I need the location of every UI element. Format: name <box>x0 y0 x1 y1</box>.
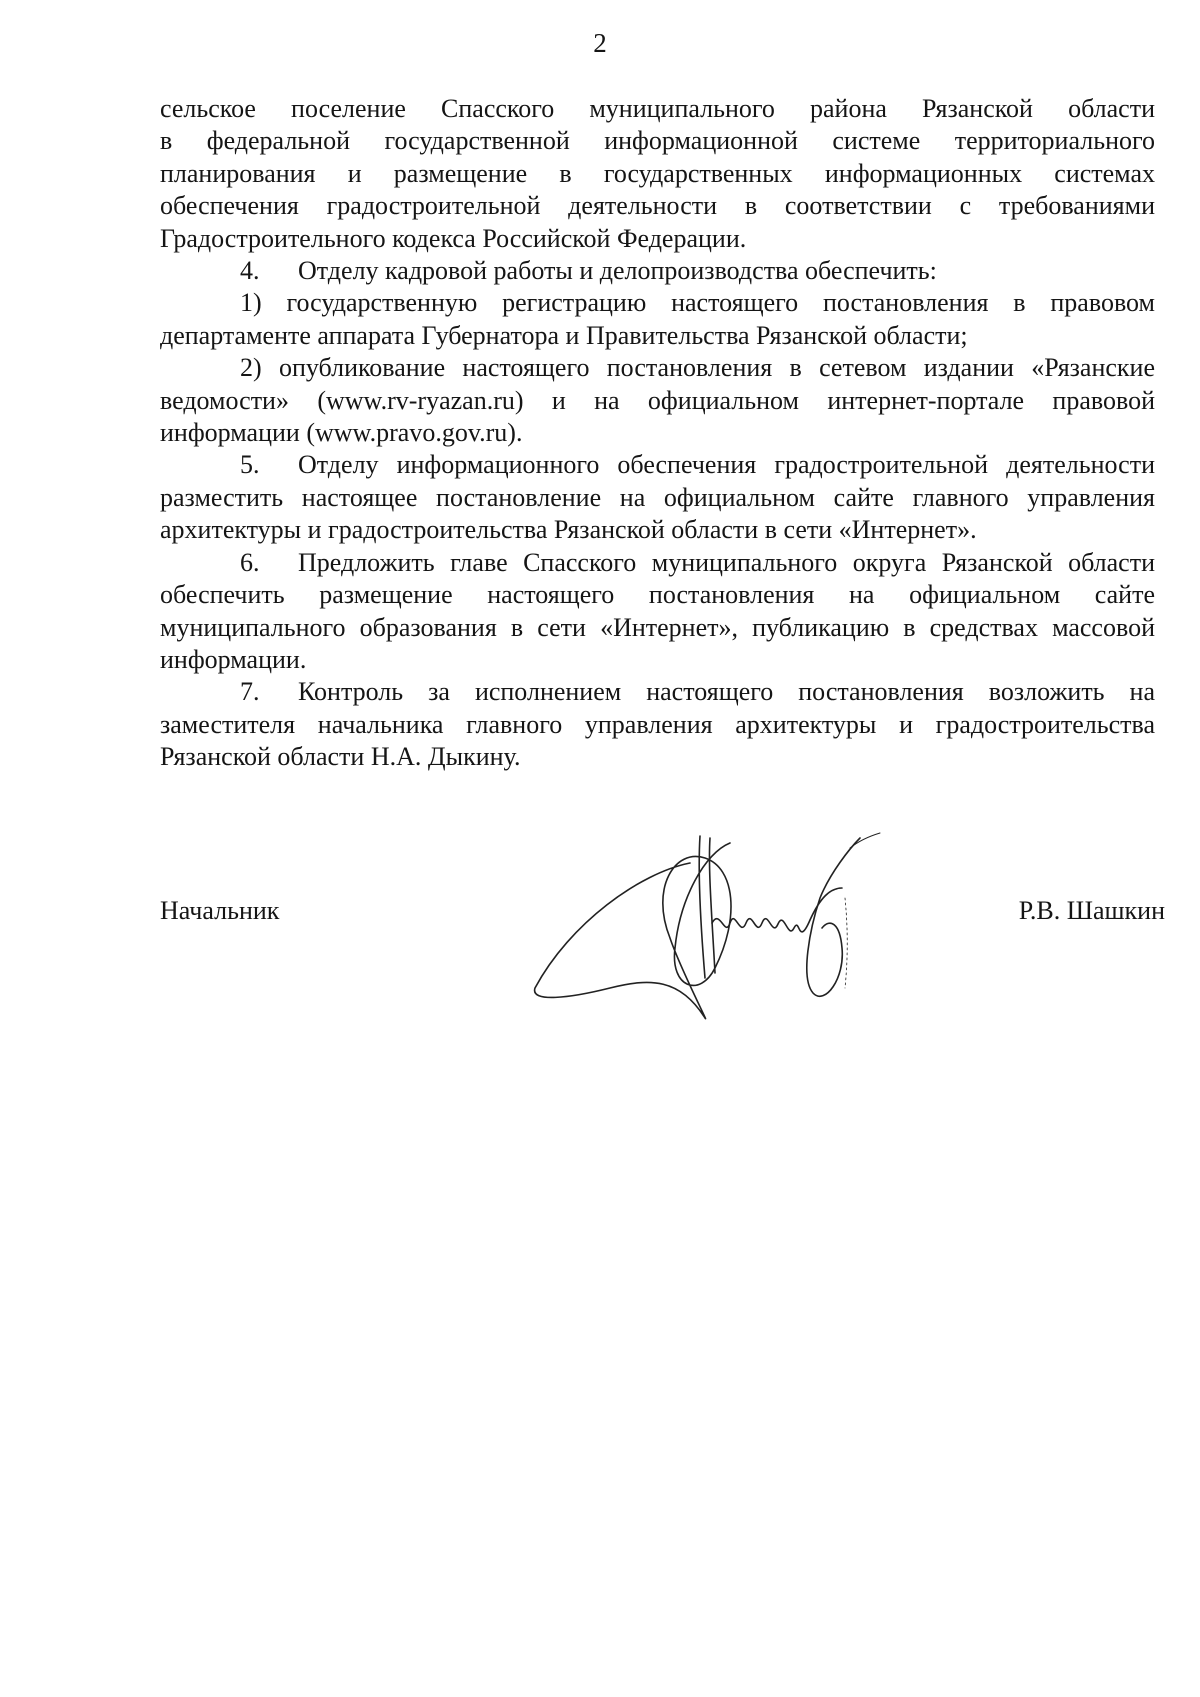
clause-text: Отделу кадровой работы и делопроизводства обеспечить: <box>298 256 937 286</box>
handwritten-signature <box>530 828 890 1028</box>
signatory-name: Р.В. Шашкин <box>1018 896 1165 925</box>
clause-5 <box>160 449 1155 546</box>
clause-number: 4. <box>240 256 260 286</box>
clause-text: Предложить главе Спасского муниципального округа Рязанской области обеспечить размещение настоящего постановления на официальном сайте муниципального образования в сети «Интернет», публикацию в средствах массовой информации. <box>160 547 1155 674</box>
clause-7 <box>160 676 1155 773</box>
clause-4 <box>160 255 1155 287</box>
clause-text: Отделу информационного обеспечения градостроительной деятельности разместить настоящее постановление на официальном сайте главного управления архитектуры и градостроительства Рязанской области в сети «Интернет». <box>160 450 1155 545</box>
document-body <box>160 93 1155 774</box>
clause-4-1: 1) государственную регистрацию настоящего постановления в правовом департаменте аппарата Губернатора и Правительства Рязанской области; <box>160 288 1155 350</box>
signatory-title: Начальник <box>160 896 280 925</box>
text-line: сельское поселение Спасского муниципального района Рязанской области <box>160 94 1155 123</box>
text-line: планирования и размещение в государственных информационных системах <box>160 158 1155 188</box>
clause-number: 5. <box>240 450 260 480</box>
page-number: 2 <box>593 28 607 58</box>
paragraph-continuation <box>160 93 1155 255</box>
text-line: в федеральной государственной информационной системе территориального <box>160 126 1155 156</box>
clause-number: 6. <box>240 547 260 577</box>
clause-6 <box>160 547 1155 677</box>
clause-4-2: 2) опубликование настоящего постановления в сетевом издании «Рязанские ведомости» (www.rv-ryazan.ru) и на официальном интернет-портале правовой информации (www.pravo.gov.ru). <box>160 353 1155 448</box>
text-line: Градостроительного кодекса Российской Федерации. <box>160 223 747 253</box>
text-line: обеспечения градостроительной деятельности в соответствии с требованиями <box>160 191 1155 221</box>
signature-block <box>160 888 1165 1018</box>
clause-number: 7. <box>240 677 260 707</box>
clause-text: Контроль за исполнением настоящего постановления возложить на заместителя начальника главного управления архитектуры и градостроительства Рязанской области Н.А. Дыкину. <box>160 677 1155 772</box>
